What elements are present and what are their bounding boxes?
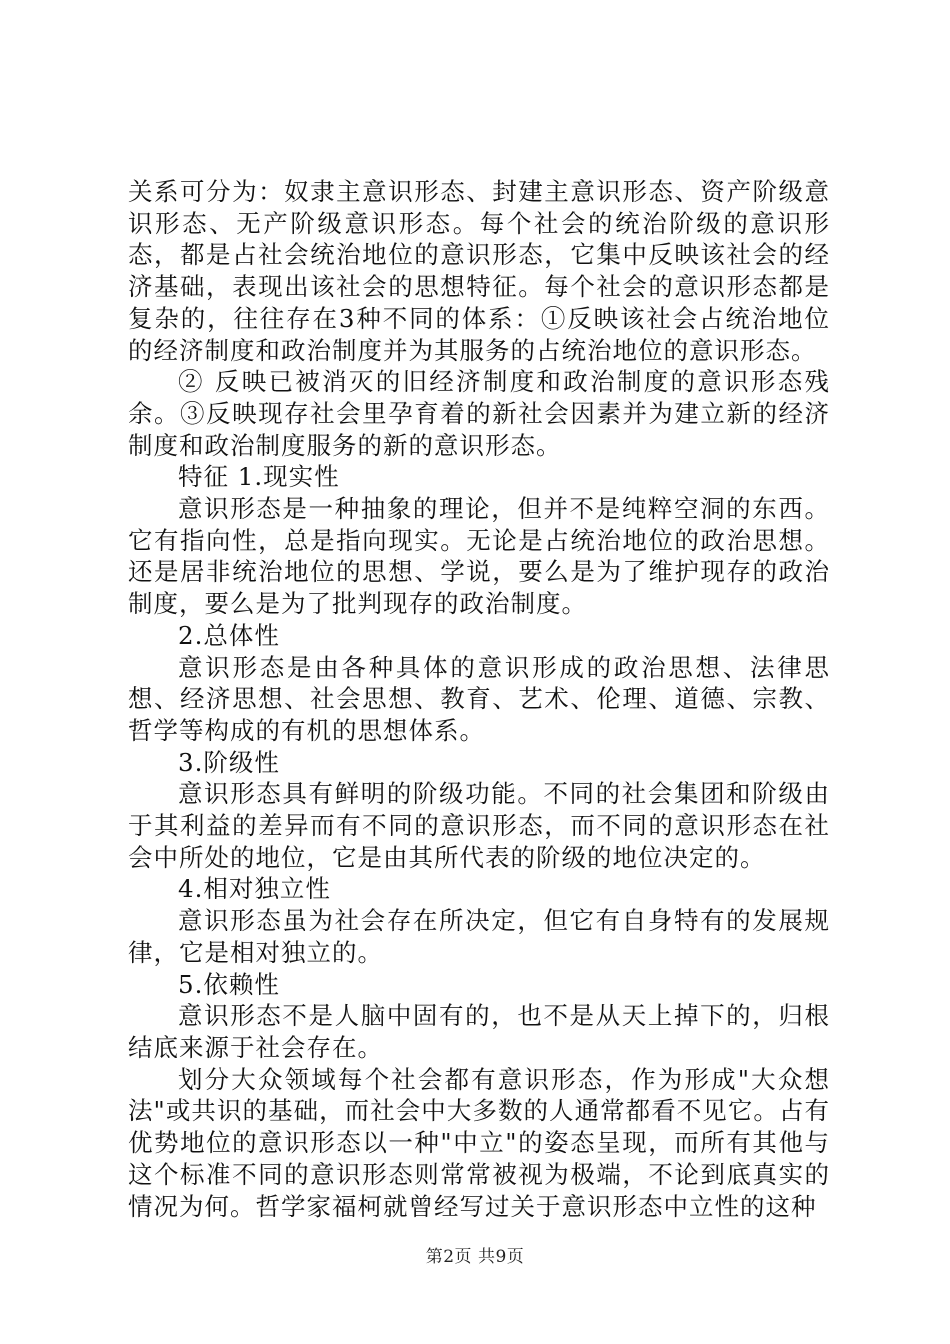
heading-class-nature: 3.阶级性 — [178, 747, 280, 777]
page-footer: 第2页 共9页 — [425, 1247, 525, 1267]
heading-relative-independence: 4.相对独立性 — [178, 874, 331, 904]
paragraph-totality: 意识形态是由各种具体的意识形成的政治思想、法律思想、经济思想、社会思想、教育、艺术、伦理、道德、宗教、哲学等构成的有机的思想体系。 — [128, 652, 830, 745]
paragraph-class-systems: 关系可分为：奴隶主意识形态、封建主意识形态、资产阶级意识形态、无产阶级意识形态。每个社会的统治阶级的意识形态，都是占社会统治地位的意识形态，它集中反映该社会的经济基础，表现出该社会的思想特征。每个社会的意识形态都是复杂的，往往存在3种不同的体系：①反映该社会占统治地位的经济制度和政治制度并为其服务的占统治地位的意识形态。 — [128, 177, 830, 365]
document-body — [128, 176, 830, 1222]
paragraph-dependence: 意识形态不是人脑中固有的，也不是从天上掉下的，归根结底来源于社会存在。 — [128, 1001, 830, 1062]
paragraph-public-sphere: 划分大众领域每个社会都有意识形态，作为形成"大众想法"或共识的基础，而社会中大多数的人通常都看不见它。占有优势地位的意识形态以一种"中立"的姿态呈现，而所有其他与这个标准不同的意识形态则常常被视为极端，不论到底真实的情况为何。哲学家福柯就曾经写过关于意识形态中立性的这种 — [128, 1064, 830, 1221]
heading-totality: 2.总体性 — [178, 620, 280, 650]
paragraph-class-nature: 意识形态具有鲜明的阶级功能。不同的社会集团和阶级由于其利益的差异而有不同的意识形态，而不同的意识形态在社会中所处的地位，它是由其所代表的阶级的地位决定的。 — [128, 779, 830, 872]
heading-reality: 特征 1.现实性 — [178, 462, 340, 492]
paragraph-reality: 意识形态是一种抽象的理论，但并不是纯粹空洞的东西。它有指向性，总是指向现实。无论是占统治地位的政治思想。还是居非统治地位的思想、学说，要么是为了维护现存的政治制度，要么是为了批判现存的政治制度。 — [128, 494, 830, 619]
paragraph-relative-independence: 意识形态虽为社会存在所决定，但它有自身特有的发展规律，它是相对独立的。 — [128, 906, 830, 967]
heading-dependence: 5.依赖性 — [178, 969, 280, 999]
paragraph-residual-ideology: ② 反映已被消灭的旧经济制度和政治制度的意识形态残余。③反映现存社会里孕育着的新社会因素并为建立新的经济制度和政治制度服务的新的意识形态。 — [128, 367, 830, 460]
